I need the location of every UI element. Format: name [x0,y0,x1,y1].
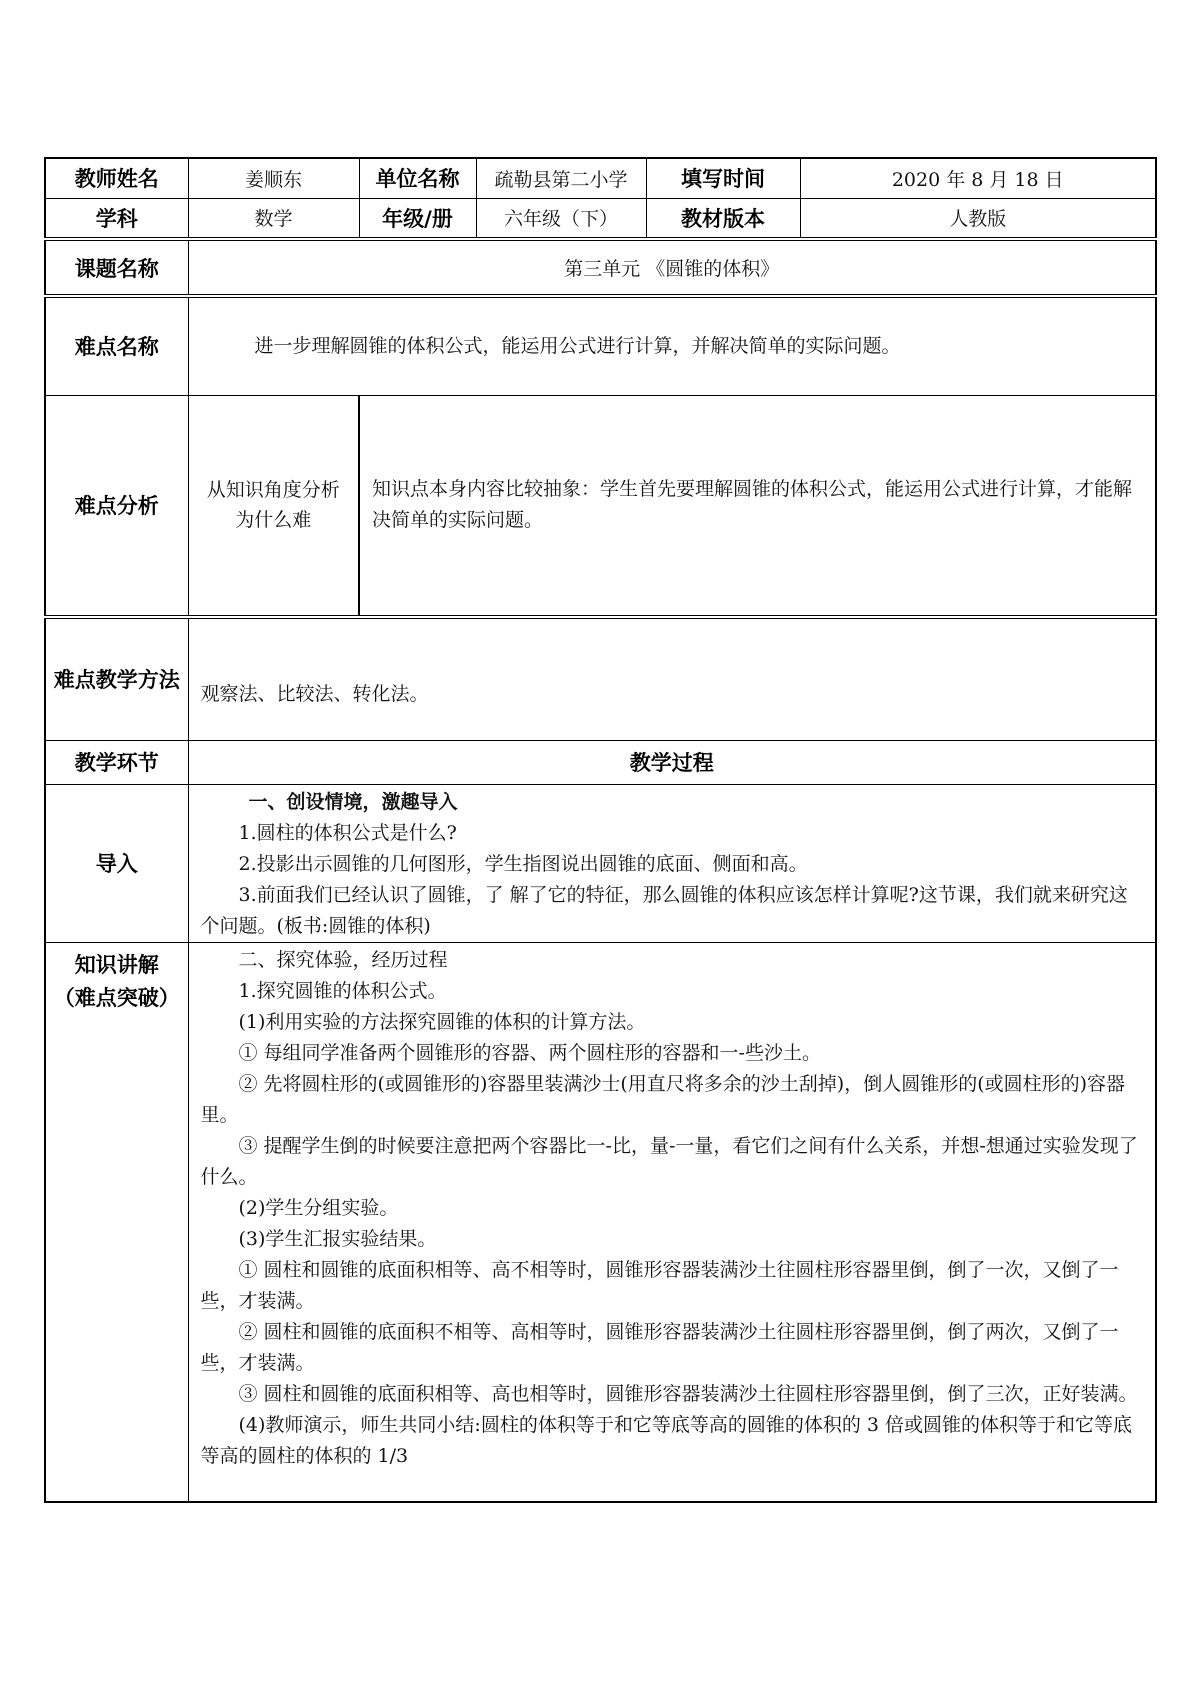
explain-line-2: 1.探究圆锥的体积公式。 [238,979,447,1002]
method-label: 难点教学方法 [45,617,188,740]
teacher-name-label: 教师姓名 [45,158,188,198]
explain-line-1: 二、探究体验，经历过程 [238,948,448,971]
intro-line-2: 2.投影出示圆锥的几何图形，学生指图说出圆锥的底面、侧面和高。 [238,852,808,875]
row-intro [45,784,1156,942]
topic-label: 课题名称 [45,239,188,296]
explain-line-11: ③ 圆柱和圆锥的底面积相等、高也相等时，圆锥形容器装满沙土往圆柱形容器里倒，倒了三次，正好装满。 [238,1382,1138,1405]
edition-label: 教材版本 [646,198,800,239]
stage-label: 教学环节 [45,740,188,784]
explain-line-4: ① 每组同学准备两个圆锥形的容器、两个圆柱形的容器和一-些沙土。 [238,1041,821,1064]
intro-line-1: 1.圆柱的体积公式是什么? [238,821,457,844]
explain-line-8: (3)学生汇报实验结果。 [238,1227,437,1250]
edition-value: 人教版 [800,198,1156,239]
method-value: 观察法、比较法、转化法。 [188,617,1156,740]
explain-content [188,942,1156,1502]
analysis-value: 知识点本身内容比较抽象：学生首先要理解圆锥的体积公式，能运用公式进行计算，才能解决简单的实际问题。 [359,395,1156,617]
difficulty-value: 进一步理解圆锥的体积公式，能运用公式进行计算，并解决简单的实际问题。 [188,296,1156,395]
process-label: 教学过程 [188,740,1156,784]
teacher-name-value: 姜顺东 [188,158,359,198]
lesson-plan-page [44,157,1155,1503]
intro-label: 导入 [45,784,188,942]
unit-name-label: 单位名称 [359,158,476,198]
row-teacher-info [45,158,1156,198]
topic-value: 第三单元 《圆锥的体积》 [188,239,1156,296]
explain-line-6: ③ 提醒学生倒的时候要注意把两个容器比一-比，量-一量，看它们之间有什么关系，并想-想通过实验发现了什么。 [200,1134,1138,1188]
explain-line-12: (4)教师演示，师生共同小结:圆柱的体积等于和它等底等高的圆锥的体积的 3 倍或圆锥的体积等于和它等底等高的圆柱的体积的 1/3 [200,1413,1132,1467]
row-method [45,617,1156,740]
grade-label: 年级/册 [359,198,476,239]
subject-value: 数学 [188,198,359,239]
analysis-sub-label: 从知识角度分析为什么难 [188,395,359,617]
explain-line-10: ② 圆柱和圆锥的底面积不相等、高相等时，圆锥形容器装满沙土往圆柱形容器里倒，倒了两次，又倒了一些，才装满。 [200,1320,1119,1374]
row-subject-info [45,198,1156,239]
intro-content [188,784,1156,942]
explain-line-5: ② 先将圆柱形的(或圆锥形的)容器里装满沙士(用直尺将多余的沙土刮掉)，倒人圆锥形的(或圆柱形的)容器里。 [200,1072,1126,1126]
row-analysis [45,395,1156,617]
explain-label [45,942,188,1502]
fill-date-label: 填写时间 [646,158,800,198]
grade-value: 六年级（下） [476,198,646,239]
row-process-header [45,740,1156,784]
row-difficulty [45,296,1156,395]
explain-label-line-2: （难点突破） [53,985,180,1010]
subject-label: 学科 [45,198,188,239]
fill-date-value: 2020 年 8 月 18 日 [800,158,1156,198]
lesson-plan-table [44,157,1157,1503]
difficulty-label: 难点名称 [45,296,188,395]
row-explain [45,942,1156,1502]
explain-line-7: (2)学生分组实验。 [238,1196,399,1219]
unit-name-value: 疏勒县第二小学 [476,158,646,198]
analysis-label: 难点分析 [45,395,188,617]
explain-line-9: ① 圆柱和圆锥的底面积相等、高不相等时，圆锥形容器装满沙土往圆柱形容器里倒，倒了一次，又倒了一些，才装满。 [200,1258,1119,1312]
row-topic [45,239,1156,296]
intro-heading: 一、创设情境，激趣导入 [248,790,458,813]
explain-label-line-1: 知识讲解 [74,952,159,977]
intro-line-3: 3.前面我们已经认识了圆锥，了 解了它的特征，那么圆锥的体积应该怎样计算呢?这节课，我们就来研究这个问题。(板书:圆锥的体积) [200,883,1128,937]
explain-line-3: (1)利用实验的方法探究圆锥的体积的计算方法。 [238,1010,646,1033]
